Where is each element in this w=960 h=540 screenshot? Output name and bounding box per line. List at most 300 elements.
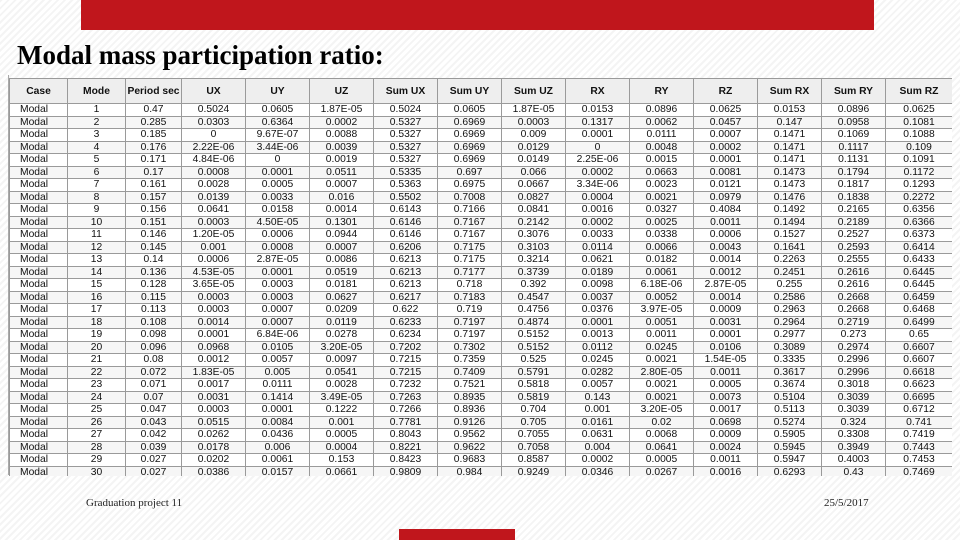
table-cell: 0.0012 <box>694 266 758 279</box>
column-header: Sum RY <box>822 79 886 104</box>
table-row <box>10 229 953 242</box>
table-cell: 0.5327 <box>374 154 438 167</box>
table-cell: 5 <box>68 154 126 167</box>
table-cell: 0.8935 <box>438 391 502 404</box>
table-cell: 0.0515 <box>182 416 246 429</box>
table-cell: 0.0327 <box>630 204 694 217</box>
table-cell: 0.6499 <box>886 316 953 329</box>
table-cell: Modal <box>10 329 68 342</box>
table-cell: 0.1473 <box>758 179 822 192</box>
table-row <box>10 341 953 354</box>
table-cell: 0.072 <box>126 366 182 379</box>
table-cell: 0.0189 <box>566 266 630 279</box>
table-cell: 0.0001 <box>246 266 310 279</box>
table-cell: 0.8043 <box>374 429 438 442</box>
footer-project-label: Graduation project 11 <box>86 497 183 509</box>
table-cell: 0.7359 <box>438 354 502 367</box>
table-cell: 0.066 <box>502 166 566 179</box>
table-row <box>10 279 953 292</box>
table-cell: 0.4547 <box>502 291 566 304</box>
table-cell: 0.7409 <box>438 366 502 379</box>
table-cell: 0.8936 <box>438 404 502 417</box>
table-cell: 0.1172 <box>886 166 953 179</box>
table-row <box>10 291 953 304</box>
table-cell: 0.1492 <box>758 204 822 217</box>
table-cell: 0.622 <box>374 304 438 317</box>
table-cell: Modal <box>10 354 68 367</box>
table-cell: 0.2963 <box>758 304 822 317</box>
table-cell: 0.5024 <box>182 104 246 117</box>
table-cell: 4.84E-06 <box>182 154 246 167</box>
column-header: RY <box>630 79 694 104</box>
table-cell: 0.0338 <box>630 229 694 242</box>
table-cell: 0.0014 <box>694 291 758 304</box>
table-cell: 0.1817 <box>822 179 886 192</box>
table-cell: 0.0002 <box>566 454 630 467</box>
table-cell: 0.08 <box>126 354 182 367</box>
table-cell: 10 <box>68 216 126 229</box>
table-cell: 0.0021 <box>630 191 694 204</box>
column-header: Sum RZ <box>886 79 953 104</box>
table-cell: 0.0084 <box>246 416 310 429</box>
table-cell: 0.2996 <box>822 366 886 379</box>
table-cell: 0.7521 <box>438 379 502 392</box>
table-cell: Modal <box>10 366 68 379</box>
table-cell: 0.5113 <box>758 404 822 417</box>
table-cell: 0.1131 <box>822 154 886 167</box>
table-cell: 0.2263 <box>758 254 822 267</box>
table-cell: 0.741 <box>886 416 953 429</box>
table-cell: 3.34E-06 <box>566 179 630 192</box>
table-cell: 0.7175 <box>438 254 502 267</box>
table-cell: 0.0001 <box>246 404 310 417</box>
table-cell: 0.0017 <box>182 379 246 392</box>
table-cell: 0.7232 <box>374 379 438 392</box>
table-cell: 12 <box>68 241 126 254</box>
table-cell: 0.0621 <box>566 254 630 267</box>
table-cell: 0.0667 <box>502 179 566 192</box>
table-cell: 0.0014 <box>694 254 758 267</box>
table-cell: 0.0511 <box>310 166 374 179</box>
table-cell: 0.7055 <box>502 429 566 442</box>
table-cell: 0.0245 <box>630 341 694 354</box>
table-cell: 0.0161 <box>566 416 630 429</box>
table-row <box>10 154 953 167</box>
table-cell: 0.071 <box>126 379 182 392</box>
table-row <box>10 254 953 267</box>
table-cell: 0.5327 <box>374 141 438 154</box>
table-cell: 0.9809 <box>374 466 438 476</box>
table-cell: 0.0282 <box>566 366 630 379</box>
table-cell: 0.001 <box>310 416 374 429</box>
table-cell: Modal <box>10 404 68 417</box>
table-cell: 0.6618 <box>886 366 953 379</box>
table-cell: 0.096 <box>126 341 182 354</box>
table-cell: 0.6445 <box>886 279 953 292</box>
table-row <box>10 141 953 154</box>
table-cell: Modal <box>10 441 68 454</box>
column-header: Sum RX <box>758 79 822 104</box>
table-cell: 0.0663 <box>630 166 694 179</box>
table-cell: 0.6234 <box>374 329 438 342</box>
table-cell: 0.9683 <box>438 454 502 467</box>
table-cell: 2 <box>68 116 126 129</box>
table-cell: 0.65 <box>886 329 953 342</box>
table-cell: 0.0061 <box>246 454 310 467</box>
table-cell: 0.0006 <box>246 229 310 242</box>
table-cell: Modal <box>10 166 68 179</box>
table-cell: 0.0278 <box>310 329 374 342</box>
table-cell: Modal <box>10 204 68 217</box>
table-cell: 0.0009 <box>694 304 758 317</box>
table-cell: 0.157 <box>126 191 182 204</box>
table-cell: 0.0661 <box>310 466 374 476</box>
table-cell: 0.0004 <box>310 441 374 454</box>
table-cell: 0.0025 <box>630 216 694 229</box>
table-cell: 0.0625 <box>886 104 953 117</box>
table-cell: 0.0631 <box>566 429 630 442</box>
table-cell: 0.6213 <box>374 279 438 292</box>
table-row <box>10 466 953 476</box>
table-cell: 0.0021 <box>630 379 694 392</box>
table-cell: Modal <box>10 216 68 229</box>
table-cell: 0.043 <box>126 416 182 429</box>
table-cell: 0.0007 <box>694 129 758 142</box>
table-cell: 0.113 <box>126 304 182 317</box>
table-cell: 0.2977 <box>758 329 822 342</box>
table-cell: Modal <box>10 266 68 279</box>
table-cell: 23 <box>68 379 126 392</box>
column-header: Mode <box>68 79 126 104</box>
table-cell: 0.525 <box>502 354 566 367</box>
table-cell: 0.006 <box>246 441 310 454</box>
table-cell: 0.6969 <box>438 154 502 167</box>
table-cell: 0.0008 <box>182 166 246 179</box>
table-cell: 0.0088 <box>310 129 374 142</box>
table-cell: 0.001 <box>182 241 246 254</box>
table-cell: 0.718 <box>438 279 502 292</box>
column-header: Case <box>10 79 68 104</box>
table-cell: 0.1794 <box>822 166 886 179</box>
table-cell: 0.6293 <box>758 466 822 476</box>
table-cell: 0.0541 <box>310 366 374 379</box>
table-cell: 0.0006 <box>694 229 758 242</box>
table-cell: 0.009 <box>502 129 566 142</box>
table-cell: 0.147 <box>758 116 822 129</box>
table-cell: 0.4874 <box>502 316 566 329</box>
table-cell: 0.6146 <box>374 216 438 229</box>
table-cell: 0.0031 <box>182 391 246 404</box>
table-row <box>10 129 953 142</box>
table-cell: 0.0178 <box>182 441 246 454</box>
table-cell: 0.7202 <box>374 341 438 354</box>
table-cell: 0.17 <box>126 166 182 179</box>
table-cell: 0.156 <box>126 204 182 217</box>
table-cell: 0.2189 <box>822 216 886 229</box>
table-cell: 0.0012 <box>182 354 246 367</box>
table-cell: 0.1414 <box>246 391 310 404</box>
table-cell: 0.6623 <box>886 379 953 392</box>
table-cell: 0.0111 <box>246 379 310 392</box>
table-cell: Modal <box>10 304 68 317</box>
table-cell: 0.5327 <box>374 129 438 142</box>
table-cell: 0.0979 <box>694 191 758 204</box>
table-cell: 0.0021 <box>630 354 694 367</box>
table-cell: 0.0111 <box>630 129 694 142</box>
table-cell: 0.0007 <box>310 241 374 254</box>
table-cell: 0.0061 <box>630 266 694 279</box>
table-cell: 0.143 <box>566 391 630 404</box>
table-cell: 18 <box>68 316 126 329</box>
table-cell: 0.0014 <box>182 316 246 329</box>
table-cell: 0.3039 <box>822 404 886 417</box>
table-cell: 0.392 <box>502 279 566 292</box>
column-header: UY <box>246 79 310 104</box>
table-cell: 0.0014 <box>310 204 374 217</box>
table-cell: 0.0003 <box>246 279 310 292</box>
table-cell: 0.0119 <box>310 316 374 329</box>
table-cell: 0.6712 <box>886 404 953 417</box>
table-cell: 0.7177 <box>438 266 502 279</box>
table-cell: 0.1069 <box>822 129 886 142</box>
table-cell: 0.0153 <box>566 104 630 117</box>
table-cell: 0.0011 <box>694 454 758 467</box>
table-cell: 0.7443 <box>886 441 953 454</box>
table-cell: 13 <box>68 254 126 267</box>
table-cell: 0.5152 <box>502 329 566 342</box>
table-cell: 0.027 <box>126 466 182 476</box>
table-row <box>10 166 953 179</box>
table-cell: 0.039 <box>126 441 182 454</box>
table-row <box>10 216 953 229</box>
table-cell: 0.5274 <box>758 416 822 429</box>
table-row <box>10 366 953 379</box>
table-header-row <box>10 79 953 104</box>
table-cell: 0.7469 <box>886 466 953 476</box>
table-cell: 0.1473 <box>758 166 822 179</box>
table-cell: 20 <box>68 341 126 354</box>
table-cell: 0.047 <box>126 404 182 417</box>
table-cell: 0.7263 <box>374 391 438 404</box>
table-row <box>10 404 953 417</box>
table-cell: 0.0011 <box>694 366 758 379</box>
table-cell: 3.49E-05 <box>310 391 374 404</box>
table-cell: 0.0605 <box>246 104 310 117</box>
column-header: Sum UY <box>438 79 502 104</box>
table-row <box>10 104 953 117</box>
table-cell: 0.7166 <box>438 204 502 217</box>
table-cell: 0.0896 <box>822 104 886 117</box>
table-cell: 0.0005 <box>694 379 758 392</box>
table-cell: 2.87E-05 <box>246 254 310 267</box>
table-cell: 0.2616 <box>822 279 886 292</box>
table-cell: 0.1117 <box>822 141 886 154</box>
table-cell: Modal <box>10 229 68 242</box>
table-cell: 3.97E-05 <box>630 304 694 317</box>
table-cell: 0.5502 <box>374 191 438 204</box>
table-cell: 0.0003 <box>182 291 246 304</box>
table-cell: 0.5818 <box>502 379 566 392</box>
table-row <box>10 179 953 192</box>
table-cell: 0.0098 <box>566 279 630 292</box>
table-cell: 2.25E-06 <box>566 154 630 167</box>
table-cell: 0.5945 <box>758 441 822 454</box>
table-cell: 0.0097 <box>310 354 374 367</box>
table-cell: 0.8423 <box>374 454 438 467</box>
table-row <box>10 204 953 217</box>
table-cell: 0.0303 <box>182 116 246 129</box>
table-cell: 0.6695 <box>886 391 953 404</box>
table-cell: 0.7197 <box>438 316 502 329</box>
table-cell: 0.115 <box>126 291 182 304</box>
table-cell: 0.1476 <box>758 191 822 204</box>
table-cell: 0.8587 <box>502 454 566 467</box>
table-cell: 0.004 <box>566 441 630 454</box>
table-cell: Modal <box>10 291 68 304</box>
table-cell: 0.145 <box>126 241 182 254</box>
table-cell: 0.0114 <box>566 241 630 254</box>
table-cell: 0.0007 <box>310 179 374 192</box>
table-cell: 0.0958 <box>822 116 886 129</box>
table-cell: 0.0023 <box>630 179 694 192</box>
table-cell: 0.0037 <box>566 291 630 304</box>
table-cell: 0.0028 <box>182 179 246 192</box>
table-cell: Modal <box>10 141 68 154</box>
table-cell: 0.0436 <box>246 429 310 442</box>
table-cell: 0.3335 <box>758 354 822 367</box>
table-cell: 0.6233 <box>374 316 438 329</box>
table-cell: 28 <box>68 441 126 454</box>
table-cell: 3.65E-05 <box>182 279 246 292</box>
table-cell: 0.3076 <box>502 229 566 242</box>
table-cell: 0.0066 <box>630 241 694 254</box>
table-cell: 0.9622 <box>438 441 502 454</box>
table-cell: 0.1293 <box>886 179 953 192</box>
table-cell: 0.0245 <box>566 354 630 367</box>
table-cell: 0.2527 <box>822 229 886 242</box>
table-cell: 0.0011 <box>630 329 694 342</box>
table-cell: 0.108 <box>126 316 182 329</box>
table-cell: 0.0003 <box>246 291 310 304</box>
table-cell: 0.0158 <box>246 204 310 217</box>
column-header: RZ <box>694 79 758 104</box>
table-cell: Modal <box>10 316 68 329</box>
table-cell: 0.3039 <box>822 391 886 404</box>
table-cell: Modal <box>10 341 68 354</box>
table-cell: 0.2719 <box>822 316 886 329</box>
table-cell: 0.0011 <box>694 216 758 229</box>
table-cell: 0.9126 <box>438 416 502 429</box>
column-header: Sum UZ <box>502 79 566 104</box>
table-cell: 6.84E-06 <box>246 329 310 342</box>
table-cell: 0.7453 <box>886 454 953 467</box>
table-cell: 0.0698 <box>694 416 758 429</box>
table-cell: 0.0007 <box>246 304 310 317</box>
table-cell: 3 <box>68 129 126 142</box>
table-cell: 0.6607 <box>886 354 953 367</box>
column-header: Sum UX <box>374 79 438 104</box>
table-cell: 0.7781 <box>374 416 438 429</box>
table-cell: 0.5104 <box>758 391 822 404</box>
table-cell: 6 <box>68 166 126 179</box>
table-cell: 3.20E-05 <box>310 341 374 354</box>
table-cell: 0.0944 <box>310 229 374 242</box>
table-cell: 0.098 <box>126 329 182 342</box>
table-cell: 0.0005 <box>246 179 310 192</box>
table-cell: 0.0057 <box>246 354 310 367</box>
table-row <box>10 329 953 342</box>
table-cell: 0.9562 <box>438 429 502 442</box>
table-cell: 0.6969 <box>438 129 502 142</box>
table-cell: 0.0024 <box>694 441 758 454</box>
slide-title: Modal mass participation ratio: <box>17 40 384 70</box>
table-cell: 0.0033 <box>246 191 310 204</box>
table-cell: 0.0052 <box>630 291 694 304</box>
table-cell: 0.0001 <box>694 154 758 167</box>
table-cell: 0.0457 <box>694 116 758 129</box>
table-cell: 0.153 <box>310 454 374 467</box>
table-cell: 0.5791 <box>502 366 566 379</box>
table-cell: 0.7215 <box>374 366 438 379</box>
table-cell: 0.6445 <box>886 266 953 279</box>
table-cell: 0.0827 <box>502 191 566 204</box>
table-cell: Modal <box>10 116 68 129</box>
table-cell: 0.0073 <box>694 391 758 404</box>
table-cell: 0.1471 <box>758 154 822 167</box>
table-cell: 0.0003 <box>502 116 566 129</box>
table-cell: 0.0009 <box>694 429 758 442</box>
table-cell: 0.273 <box>822 329 886 342</box>
table-cell: 0.1088 <box>886 129 953 142</box>
table-cell: 0.3018 <box>822 379 886 392</box>
table-cell: 9.67E-07 <box>246 129 310 142</box>
table-row <box>10 241 953 254</box>
table-cell: 0.14 <box>126 254 182 267</box>
table-cell: 11 <box>68 229 126 242</box>
table-cell: 0.7008 <box>438 191 502 204</box>
table-cell: 0.0106 <box>694 341 758 354</box>
table-cell: 0.0062 <box>630 116 694 129</box>
table-cell: 0.0013 <box>566 329 630 342</box>
table-cell: 0.0968 <box>182 341 246 354</box>
table-cell: 0.0121 <box>694 179 758 192</box>
table-cell: 0.7167 <box>438 229 502 242</box>
table-cell: 0.5335 <box>374 166 438 179</box>
table-cell: 0.7266 <box>374 404 438 417</box>
table-cell: 0.2586 <box>758 291 822 304</box>
table-cell: 0 <box>246 154 310 167</box>
table-cell: 0.324 <box>822 416 886 429</box>
table-cell: 0.6969 <box>438 116 502 129</box>
table-cell: 0.0021 <box>630 391 694 404</box>
table-cell: 0.0002 <box>694 141 758 154</box>
table-cell: 0.1222 <box>310 404 374 417</box>
table-cell: Modal <box>10 429 68 442</box>
table-cell: 0.016 <box>310 191 374 204</box>
table-cell: 0.7058 <box>502 441 566 454</box>
table-cell: 0.6213 <box>374 266 438 279</box>
table-cell: Modal <box>10 179 68 192</box>
table-cell: 0.2964 <box>758 316 822 329</box>
table-cell: 0.0007 <box>246 316 310 329</box>
table-cell: 0.146 <box>126 229 182 242</box>
table-cell: 0.151 <box>126 216 182 229</box>
table-cell: 0.697 <box>438 166 502 179</box>
table-cell: 0.0081 <box>694 166 758 179</box>
footer-date: 25/5/2017 <box>824 497 869 509</box>
table-cell: 2.87E-05 <box>694 279 758 292</box>
table-cell: 0.0008 <box>246 241 310 254</box>
